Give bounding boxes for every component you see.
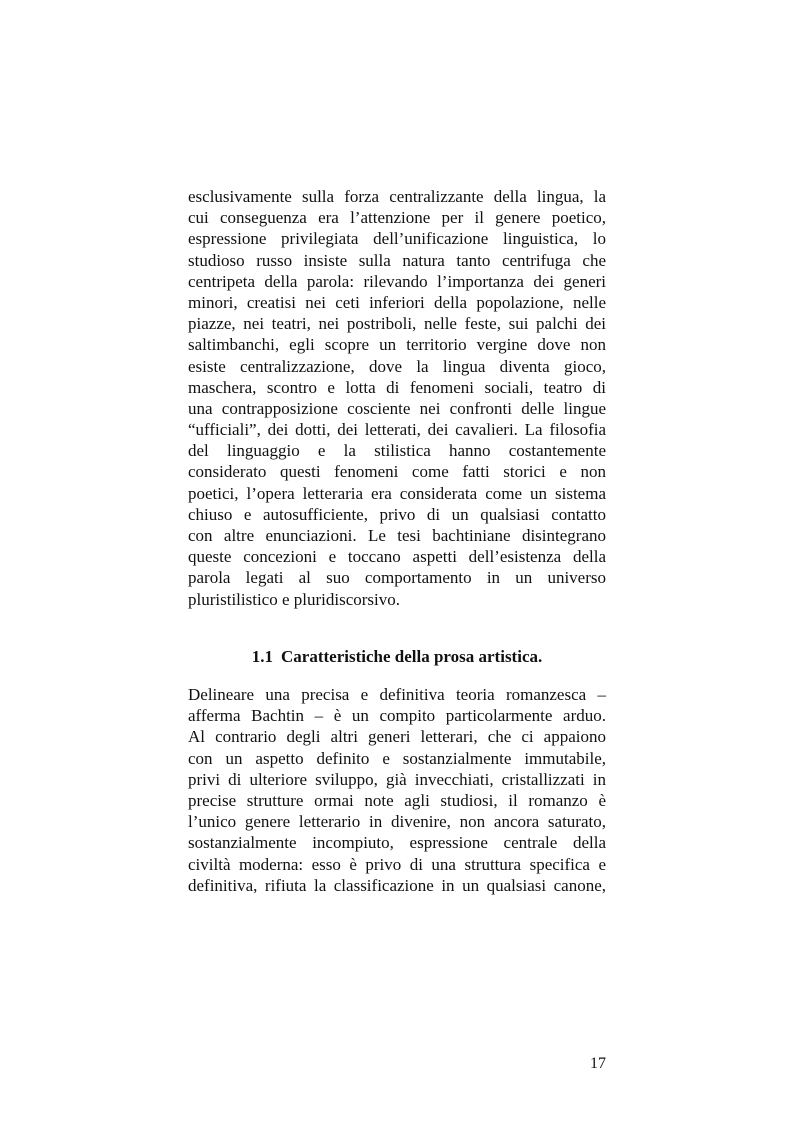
page-number: 17 <box>590 1055 606 1072</box>
text-line: chiuso e autosufficiente, privo di un qualsiasi contatto <box>188 504 606 524</box>
text-line: l’unico genere letterario in divenire, non ancora saturato, <box>188 812 606 832</box>
text-line: maschera, scontro e lotta di fenomeni sociali, teatro di <box>188 377 606 397</box>
text-line: con un aspetto definito e sostanzialmente immutabile, <box>188 748 606 768</box>
text-line: saltimbanchi, egli scopre un territorio vergine dove non <box>188 335 606 355</box>
text-line: espressione privilegiata dell’unificazione linguistica, lo <box>188 229 606 249</box>
text-line: studioso russo insiste sulla natura tanto centrifuga che <box>188 250 606 270</box>
text-line: pluristilistico e pluridiscorsivo. <box>188 589 401 609</box>
text-line: una contrapposizione cosciente nei confronti delle lingue <box>188 398 606 418</box>
text-line: privi di ulteriore sviluppo, già invecchiati, cristallizzati in <box>188 769 606 789</box>
text-line: cui conseguenza era l’attenzione per il genere poetico, <box>188 208 606 228</box>
text-line: centripeta della parola: rilevando l’importanza dei generi <box>188 271 606 291</box>
text-line: del linguaggio e la stilistica hanno costantemente <box>188 441 606 461</box>
text-line: sostanzialmente incompiuto, espressione centrale della <box>188 833 606 853</box>
text-line: minori, creatisi nei ceti inferiori della popolazione, nelle <box>188 292 606 312</box>
text-line: poetici, l’opera letteraria era considerata come un sistema <box>188 483 606 503</box>
text-line: queste concezioni e toccano aspetti dell’esistenza della <box>188 547 606 567</box>
text-line: con altre enunciazioni. Le tesi bachtiniane disintegrano <box>188 526 606 545</box>
text-line: “ufficiali”, dei dotti, dei letterati, dei cavalieri. La filosofia <box>188 420 606 440</box>
body-paragraph <box>188 186 606 610</box>
text-line: afferma Bachtin – è un compito particolarmente arduo. <box>188 706 606 726</box>
text-line: esiste centralizzazione, dove la lingua diventa gioco, <box>188 356 606 376</box>
section-title: Caratteristiche della prosa artistica. <box>281 647 543 666</box>
text-line: piazze, nei teatri, nei postriboli, nelle feste, sui palchi dei <box>188 314 606 334</box>
body-paragraph <box>188 684 606 896</box>
text-line: precise strutture ormai note agli studiosi, il romanzo è <box>188 790 606 810</box>
text-line: esclusivamente sulla forza centralizzante della lingua, la <box>188 187 606 206</box>
text-line: definitiva, rifiuta la classificazione in un qualsiasi canone, <box>188 875 606 895</box>
text-line: parola legati al suo comportamento in un universo <box>188 568 606 588</box>
section-number: 1.1 <box>251 647 273 666</box>
text-line: considerato questi fenomeni come fatti storici e non <box>188 462 606 482</box>
text-line: civiltà moderna: esso è privo di una struttura specifica e <box>188 854 606 874</box>
text-line: Delineare una precisa e definitiva teoria romanzesca – <box>188 685 606 704</box>
section-heading <box>188 645 606 669</box>
text-line: Al contrario degli altri generi letterari, che ci appaiono <box>188 727 606 747</box>
